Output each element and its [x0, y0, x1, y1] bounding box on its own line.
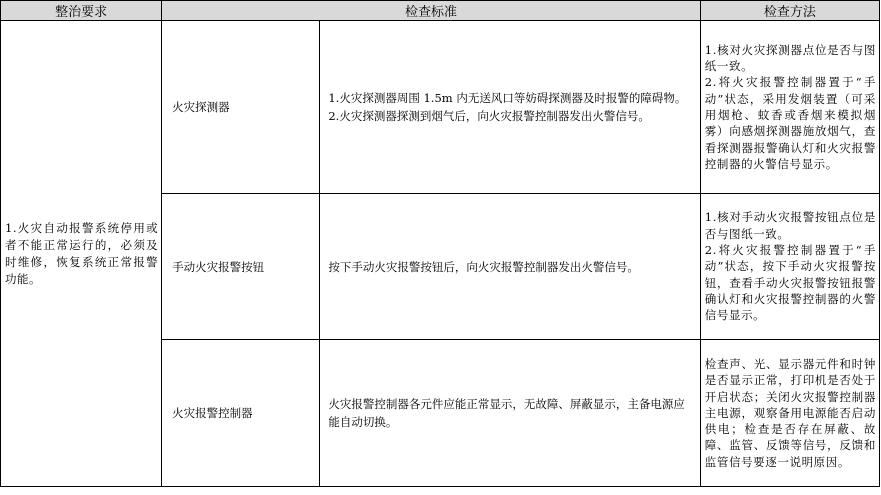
method-cell [700, 340, 879, 487]
method-cell [700, 21, 879, 194]
header-method: 检查方法 [700, 1, 879, 21]
method-line: 2.将火灾报警控制器置于“手动”状态，按下手动火灾报警按钮，查看手动火灾报警按钮报警确认灯和火灾报警控制器的火警信号显示。 [704, 243, 876, 323]
requirement-cell: 1.火灾自动报警系统停用或者不能正常运行的，必须及时维修，恢复系统正常报警功能。 [1, 21, 162, 487]
standard-line: 1.火灾探测器周围 1.5m 内无送风口等妨碍探测器及时报警的障碍物。 [328, 91, 687, 105]
item-cell: 火灾探测器 [162, 21, 320, 194]
method-line: 1.核对火灾探测器点位是否与图纸一致。 [704, 42, 876, 74]
method-line: 2.将火灾报警控制器置于“手动”状态，采用发烟装置（可采用烟枪、蚊香或香烟来模拟烟雾）向感烟探测器施放烟气，查看探测器报警确认灯和火灾报警控制器的火警信号显示。 [704, 75, 876, 171]
method-line: 1.核对手动火灾报警按钮点位是否与图纸一致。 [704, 210, 876, 241]
method-cell [700, 194, 879, 340]
standard-line: 2.火灾探测器探测到烟气后，向火灾报警控制器发出火警信号。 [328, 109, 650, 123]
standard-line: 按下手动火灾报警按钮后，向火灾报警控制器发出火警信号。 [328, 259, 639, 274]
standard-line: 火灾报警控制器各元件应能正常显示，无故障、屏蔽显示，主备电源应能自动切换。 [328, 397, 685, 429]
header-row [1, 1, 880, 21]
method-line: 检查声、光、显示器元件和时钟是否显示正常，打印机是否处于开启状态；关闭火灾报警控制器主电源，观察备用电源能否启动供电；检查是否存在屏蔽、故障、监管、反馈等信号，反馈和监管信号要逐一说明原因。 [704, 356, 876, 469]
header-standard: 检查标准 [162, 1, 701, 21]
item-cell: 火灾报警控制器 [162, 340, 320, 487]
header-requirement: 整治要求 [1, 1, 162, 21]
table-row [1, 21, 880, 194]
standard-cell [320, 194, 700, 340]
standard-cell [320, 340, 700, 487]
standard-cell [320, 21, 700, 194]
item-cell: 手动火灾报警按钮 [162, 194, 320, 340]
